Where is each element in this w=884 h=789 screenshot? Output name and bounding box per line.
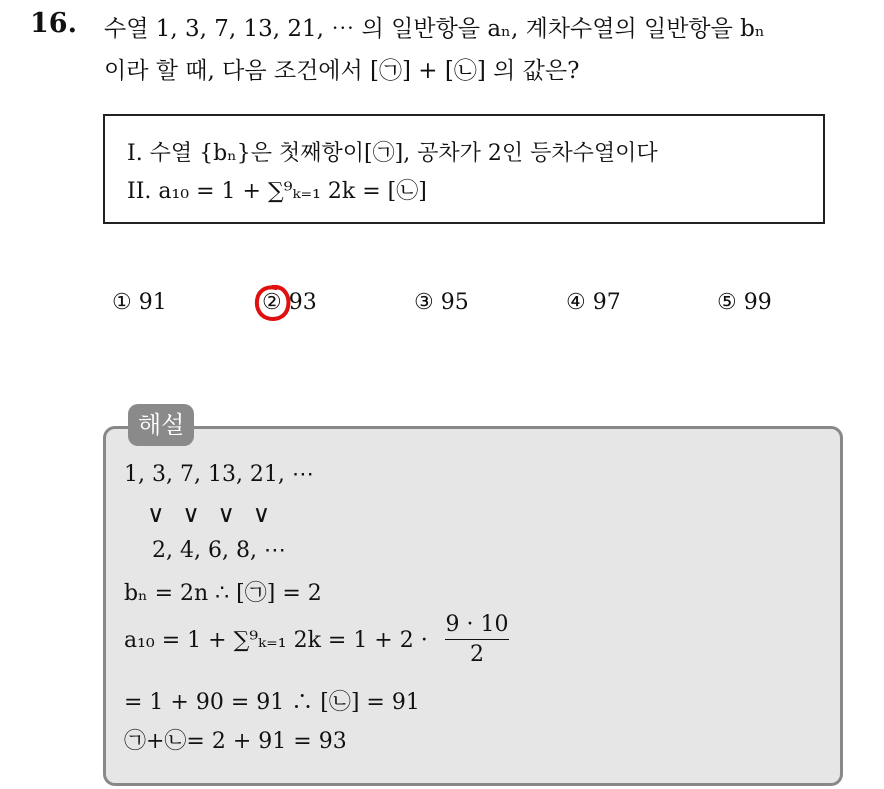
explanation-difference-sequence: 2, 4, 6, 8, ⋯ [152, 538, 286, 563]
explanation-a10: a₁₀ = 1 + ∑⁹ₖ₌₁ 2k = 1 + 2 · [124, 628, 428, 653]
choice-4[interactable]: ④ 97 [566, 290, 621, 315]
question-text-line-2: 이라 할 때, 다음 조건에서 [㉠] + [㉡] 의 값은? [104, 58, 580, 84]
answer-circle-mark [252, 283, 292, 323]
choice-2[interactable]: ② 93 [262, 290, 317, 315]
explanation-tag: 해설 [128, 404, 194, 446]
explanation-result: = 1 + 90 = 91 ∴ [㉡] = 91 [124, 690, 420, 715]
question-text-line-1: 수열 1, 3, 7, 13, 21, ⋯ 의 일반항을 aₙ, 계차수열의 일반항을 bₙ [104, 16, 765, 42]
choice-3[interactable]: ③ 95 [414, 290, 469, 315]
choice-5[interactable]: ⑤ 99 [717, 290, 772, 315]
conditions-box [103, 114, 825, 224]
explanation-final: ㉠+㉡= 2 + 91 = 93 [124, 729, 347, 754]
choice-1[interactable]: ① 91 [112, 290, 167, 315]
fraction-denominator: 2 [470, 642, 484, 667]
condition-1: I. 수열 {bₙ}은 첫째항이[㉠], 공차가 2인 등차수열이다 [127, 141, 658, 166]
explanation-bn: bₙ = 2n ∴ [㉠] = 2 [124, 581, 322, 606]
question-number: 16. [30, 8, 77, 39]
explanation-fraction [445, 612, 509, 667]
fraction-numerator: 9 · 10 [445, 612, 509, 640]
explanation-difference-marks: ∨ ∨ ∨ ∨ [147, 500, 271, 528]
condition-2: II. a₁₀ = 1 + ∑⁹ₖ₌₁ 2k = [㉡] [127, 179, 427, 204]
explanation-sequence: 1, 3, 7, 13, 21, ⋯ [124, 462, 314, 487]
